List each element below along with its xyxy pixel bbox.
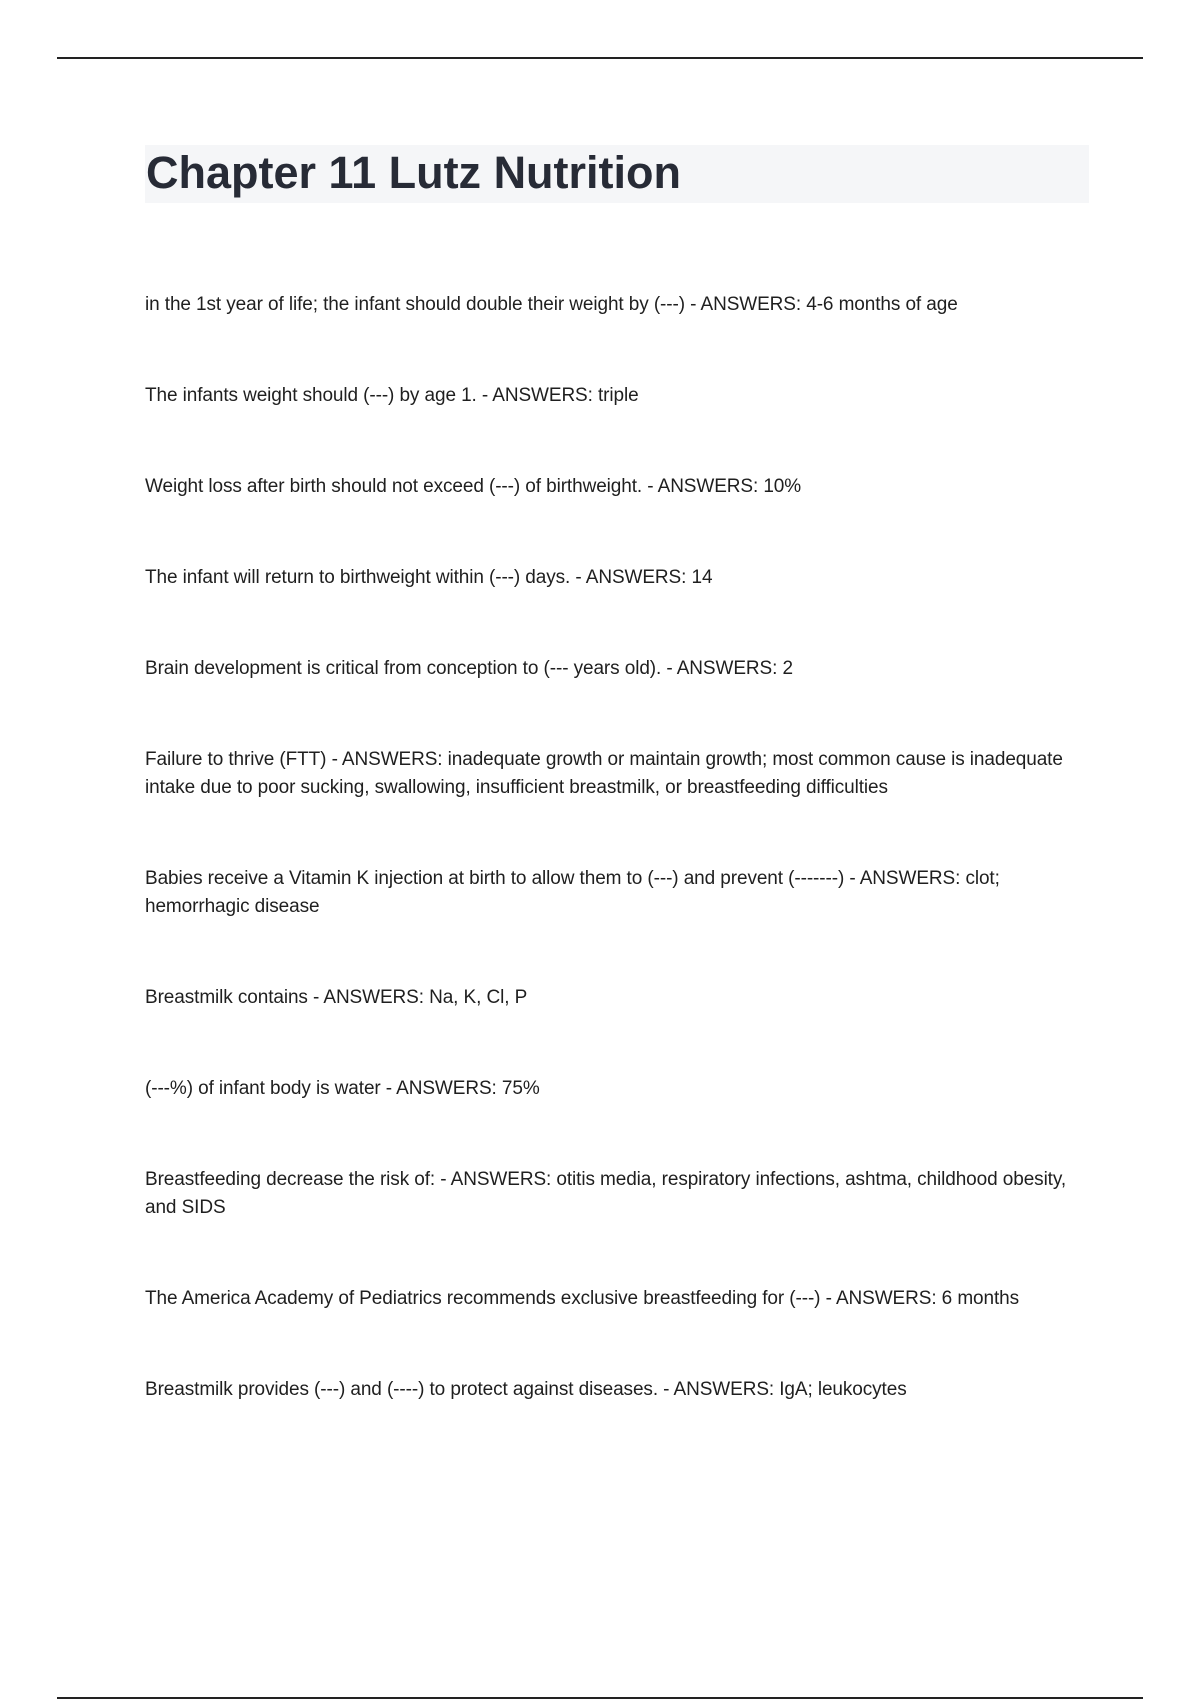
top-rule <box>57 57 1143 59</box>
qa-item: Breastfeeding decrease the risk of: - ANSWERS: otitis media, respiratory infections, ashtma, childhood obesity, and SIDS <box>145 1169 1067 1218</box>
qa-item: The America Academy of Pediatrics recommends exclusive breastfeeding for (---) - ANSWERS: 6 months <box>145 1288 1020 1309</box>
qa-item: Breastmilk contains - ANSWERS: Na, K, Cl, P <box>145 987 528 1008</box>
qa-item: Breastmilk provides (---) and (----) to protect against diseases. - ANSWERS: IgA; leukocytes <box>145 1379 907 1400</box>
qa-item: Brain development is critical from conception to (--- years old). - ANSWERS: 2 <box>145 658 793 679</box>
qa-item: Failure to thrive (FTT) - ANSWERS: inadequate growth or maintain growth; most common cause is inadequate intake due to poor sucking, swallowing, insufficient breastmilk, or breastfeeding difficulties <box>145 749 1063 798</box>
qa-item: Weight loss after birth should not exceed (---) of birthweight. - ANSWERS: 10% <box>145 476 802 497</box>
qa-item: (---%) of infant body is water - ANSWERS: 75% <box>145 1078 540 1099</box>
bottom-rule <box>57 1697 1143 1699</box>
qa-item: in the 1st year of life; the infant should double their weight by (---) - ANSWERS: 4-6 months of age <box>145 294 958 315</box>
page-title: Chapter 11 Lutz Nutrition <box>146 147 682 198</box>
qa-list <box>145 291 1085 1467</box>
qa-item: The infant will return to birthweight within (---) days. - ANSWERS: 14 <box>145 567 713 588</box>
qa-item: Babies receive a Vitamin K injection at birth to allow them to (---) and prevent (-------) - ANSWERS: clot; hemorrhagic disease <box>145 868 1000 917</box>
qa-item: The infants weight should (---) by age 1. - ANSWERS: triple <box>145 385 639 406</box>
